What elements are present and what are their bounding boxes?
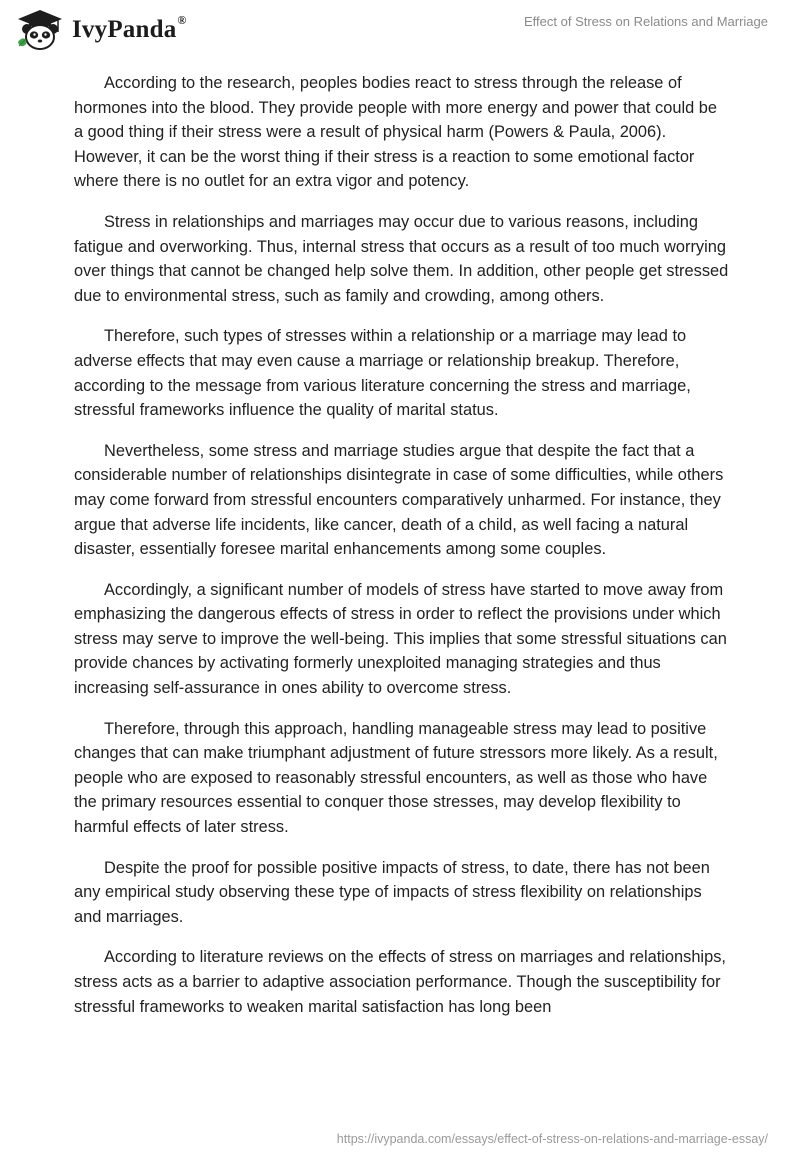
- paragraph: Accordingly, a significant number of models of stress have started to move away from emphasizing the dangerous effects of stress in order to reflect the provisions under which stress may serve to improve the well-being. This implies that some stressful situations can provide chances by activating formerly unexploited managing strategies and thus increasing self-assurance in ones ability to overcome stress.: [74, 580, 727, 698]
- footer-url[interactable]: https://ivypanda.com/essays/effect-of-stress-on-relations-and-marriage-essay/: [336, 1132, 768, 1146]
- paragraph: Stress in relationships and marriages may occur due to various reasons, including fatigue and overworking. Thus, internal stress that occurs as a result of too much worrying over things that cannot be changed help solve them. In addition, other people get stressed due to environmental stress, such as family and crowding, among others.: [74, 212, 729, 305]
- page-header: [0, 0, 800, 60]
- paragraph: Therefore, through this approach, handling manageable stress may lead to positive changes that can make triumphant adjustment of future stressors more likely. As a result, people who are exposed to reasonably stressful encounters, as well as those who have the primary resources essential to conquer those stresses, may develop flexibility to harmful effects of later stress.: [74, 719, 718, 837]
- essay-body: [74, 71, 730, 1035]
- paragraph: Despite the proof for possible positive impacts of stress, to date, there has not been any empirical study observing these type of impacts of stress flexibility on relationships and marriages.: [74, 858, 710, 926]
- paragraph: Nevertheless, some stress and marriage studies argue that despite the fact that a considerable number of relationships disintegrate in case of some difficulties, while others may come forward from stressful encounters comparatively unharmed. For instance, they argue that adverse life incidents, like cancer, death of a child, as well facing a natural disaster, essentially foresee marital enhancements among some couples.: [74, 441, 724, 559]
- paragraph: According to literature reviews on the effects of stress on marriages and relationships, stress acts as a barrier to adaptive association performance. Though the susceptibility for stressful frameworks to weaken marital satisfaction has long been: [74, 948, 726, 1016]
- paragraph: Therefore, such types of stresses within a relationship or a marriage may lead to adverse effects that may even cause a marriage or relationship breakup. Therefore, according to the message from various literature concerning the stress and marriage, stressful frameworks influence the quality of marital status.: [74, 327, 691, 420]
- document-title: Effect of Stress on Relations and Marriage: [524, 14, 768, 29]
- brand-name: IvyPanda®: [72, 12, 187, 43]
- panda-graduate-icon: [14, 8, 66, 52]
- paragraph: According to the research, peoples bodies react to stress through the release of hormones into the blood. They provide people with more energy and power that could be a good thing if their stress were a result of physical harm (Powers & Paula, 2006). However, it can be the worst thing if their stress is a reaction to some emotional factor where there is no outlet for an extra vigor and potency.: [74, 74, 717, 191]
- ivypanda-logo[interactable]: [14, 8, 187, 52]
